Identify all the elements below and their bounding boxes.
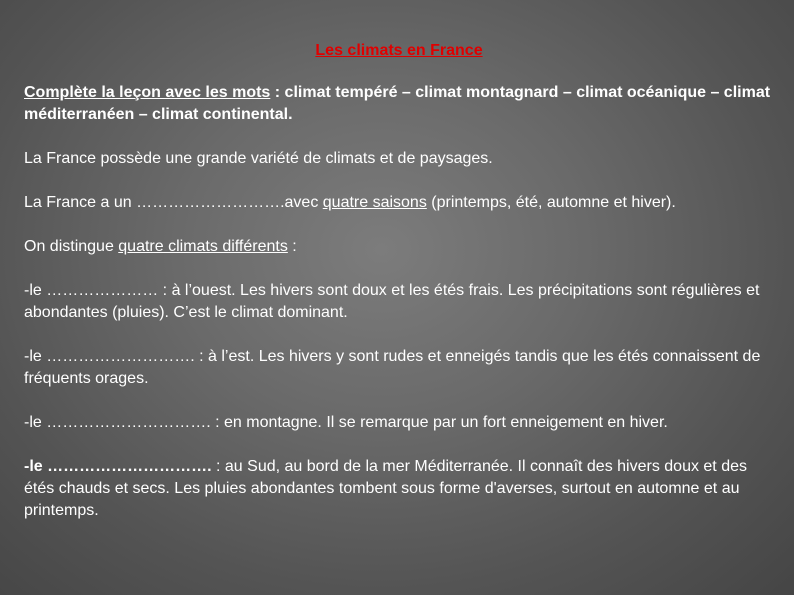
distinguish-sentence [24, 236, 774, 258]
temperate-sentence [24, 192, 774, 214]
climate-text: : à l’ouest. Les hivers sont doux et les étés frais. Les précipitations sont régulières et abondantes (pluies). C’est le climat dominant. [24, 282, 760, 321]
climate-text: : au Sud, au bord de la mer Méditerranée. Il connaît des hivers doux et des étés chauds et secs. Les pluies abondantes tombent sous forme d'averses, surtout en automne et au printemps. [24, 458, 747, 519]
distinguish-underlined: quatre climats différents [118, 238, 288, 255]
climate-item-mediterranean [24, 456, 774, 522]
temperate-after: (printemps, été, automne et hiver). [426, 194, 676, 211]
climate-blank: -le …………………………. [24, 414, 216, 431]
instruction-lead: Complète la leçon avec les mots [24, 84, 271, 101]
intro-text: La France possède une grande variété de climats et de paysages. [24, 150, 493, 167]
climate-item-oceanic [24, 280, 774, 324]
temperate-underlined: quatre saisons [322, 194, 427, 211]
climate-text: : à l’est. Les hivers y sont rudes et enneigés tandis que les étés connaissent de fréquents orages. [24, 348, 761, 387]
climate-text: : en montagne. Il se remarque par un fort enneigement en hiver. [215, 414, 668, 431]
instruction-words: : climat tempéré – climat montagnard – climat océanique – climat méditerranéen – climat continental. [24, 84, 771, 123]
distinguish-before: On distingue [24, 238, 119, 255]
distinguish-after: : [287, 238, 297, 255]
temperate-before: La France a un ……………………….avec [24, 194, 323, 211]
climate-blank: -le ………………… [24, 282, 163, 299]
climate-item-mountain [24, 412, 774, 434]
climate-item-continental [24, 346, 774, 390]
climate-blank: -le …………………………. [24, 458, 217, 475]
climate-blank: -le ………………………. [24, 348, 200, 365]
slide-content [24, 40, 774, 544]
slide-title: Les climats en France [315, 42, 483, 59]
instruction [24, 82, 774, 126]
